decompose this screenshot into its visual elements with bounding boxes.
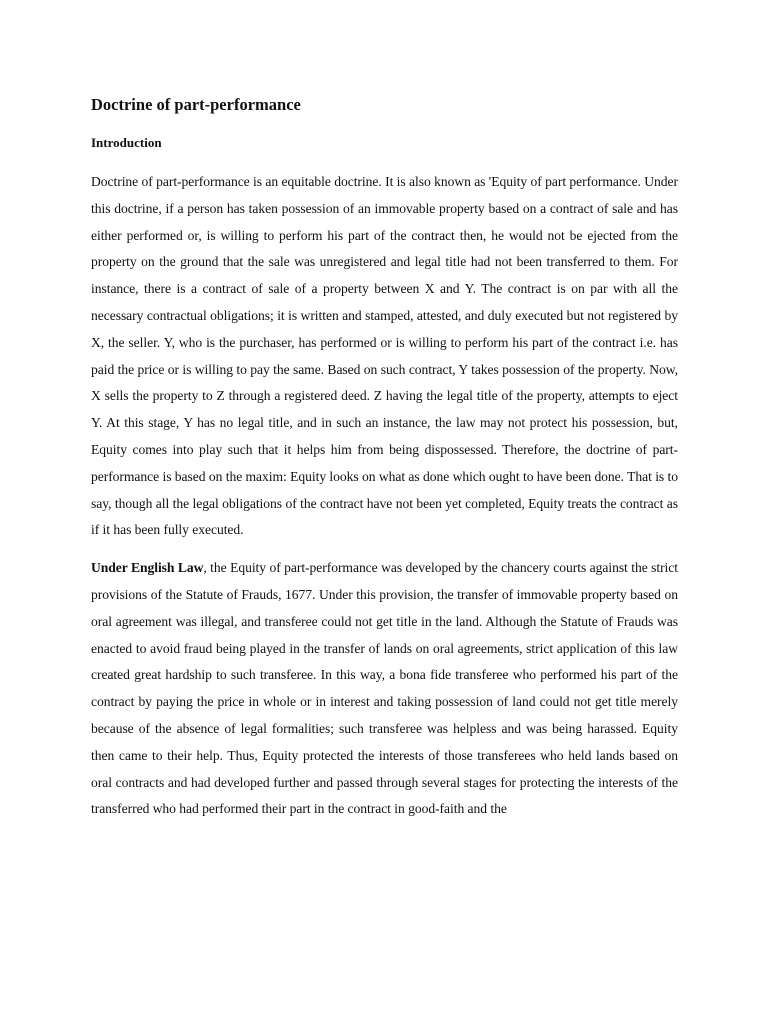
section-heading-introduction: Introduction [91, 135, 162, 150]
paragraph-introduction: Doctrine of part-performance is an equitable doctrine. It is also known as 'Equity of part performance. Under this doctrine, if a person has taken possession of an immovable property based on a contract of sale and has either performed or, is willing to perform his part of the contract then, he would not be ejected from the property on the ground that the sale was unregistered and legal title had not been transferred to them. For instance, there is a contract of sale of a property between X and Y. The contract is on par with all the necessary contractual obligations; it is written and stamped, attested, and duly executed but not registered by X, the seller. Y, who is the purchaser, has performed or is willing to perform his part of the contract i.e. has paid the price or is willing to pay the same. Based on such contract, Y takes possession of the property. Now, X sells the property to Z through a registered deed. Z having the legal title of the property, attempts to eject Y. At this stage, Y has no legal title, and in such an instance, the law may not protect his possession, but, Equity comes into play such that it helps him from being dispossessed. Therefore, the doctrine of part-performance is based on the maxim: Equity looks on what as done which ought to have been done. That is to say, though all the legal obligations of the contract have not been yet completed, Equity treats the contract as if it has been fully executed. [91, 174, 678, 538]
document-body [91, 94, 678, 823]
paragraph-body-text: , the Equity of part-performance was developed by the chancery courts against the strict provisions of the Statute of Frauds, 1677. Under this provision, the transfer of immovable property based on oral agreement was illegal, and transferee could not get title in the land. Although the Statute of Frauds was enacted to avoid fraud being played in the transfer of lands on oral agreements, strict application of this law created great hardship to such transferee. In this way, a bona fide transferee who performed his part of the contract by paying the price in whole or in interest and taking possession of land could not get title merely because of the absence of legal formalities; such transferee was helpless and was being harassed. Equity then came to their help. Thus, Equity protected the interests of those transferees who held lands based on oral contracts and had developed further and passed through several stages for protecting the interests of the transferred who had performed their part in the contract in good-faith and the [91, 560, 678, 817]
paragraph-english-law [91, 555, 678, 823]
paragraph-lead-bold: Under English Law [91, 560, 204, 576]
document-title: Doctrine of part-performance [91, 95, 301, 114]
